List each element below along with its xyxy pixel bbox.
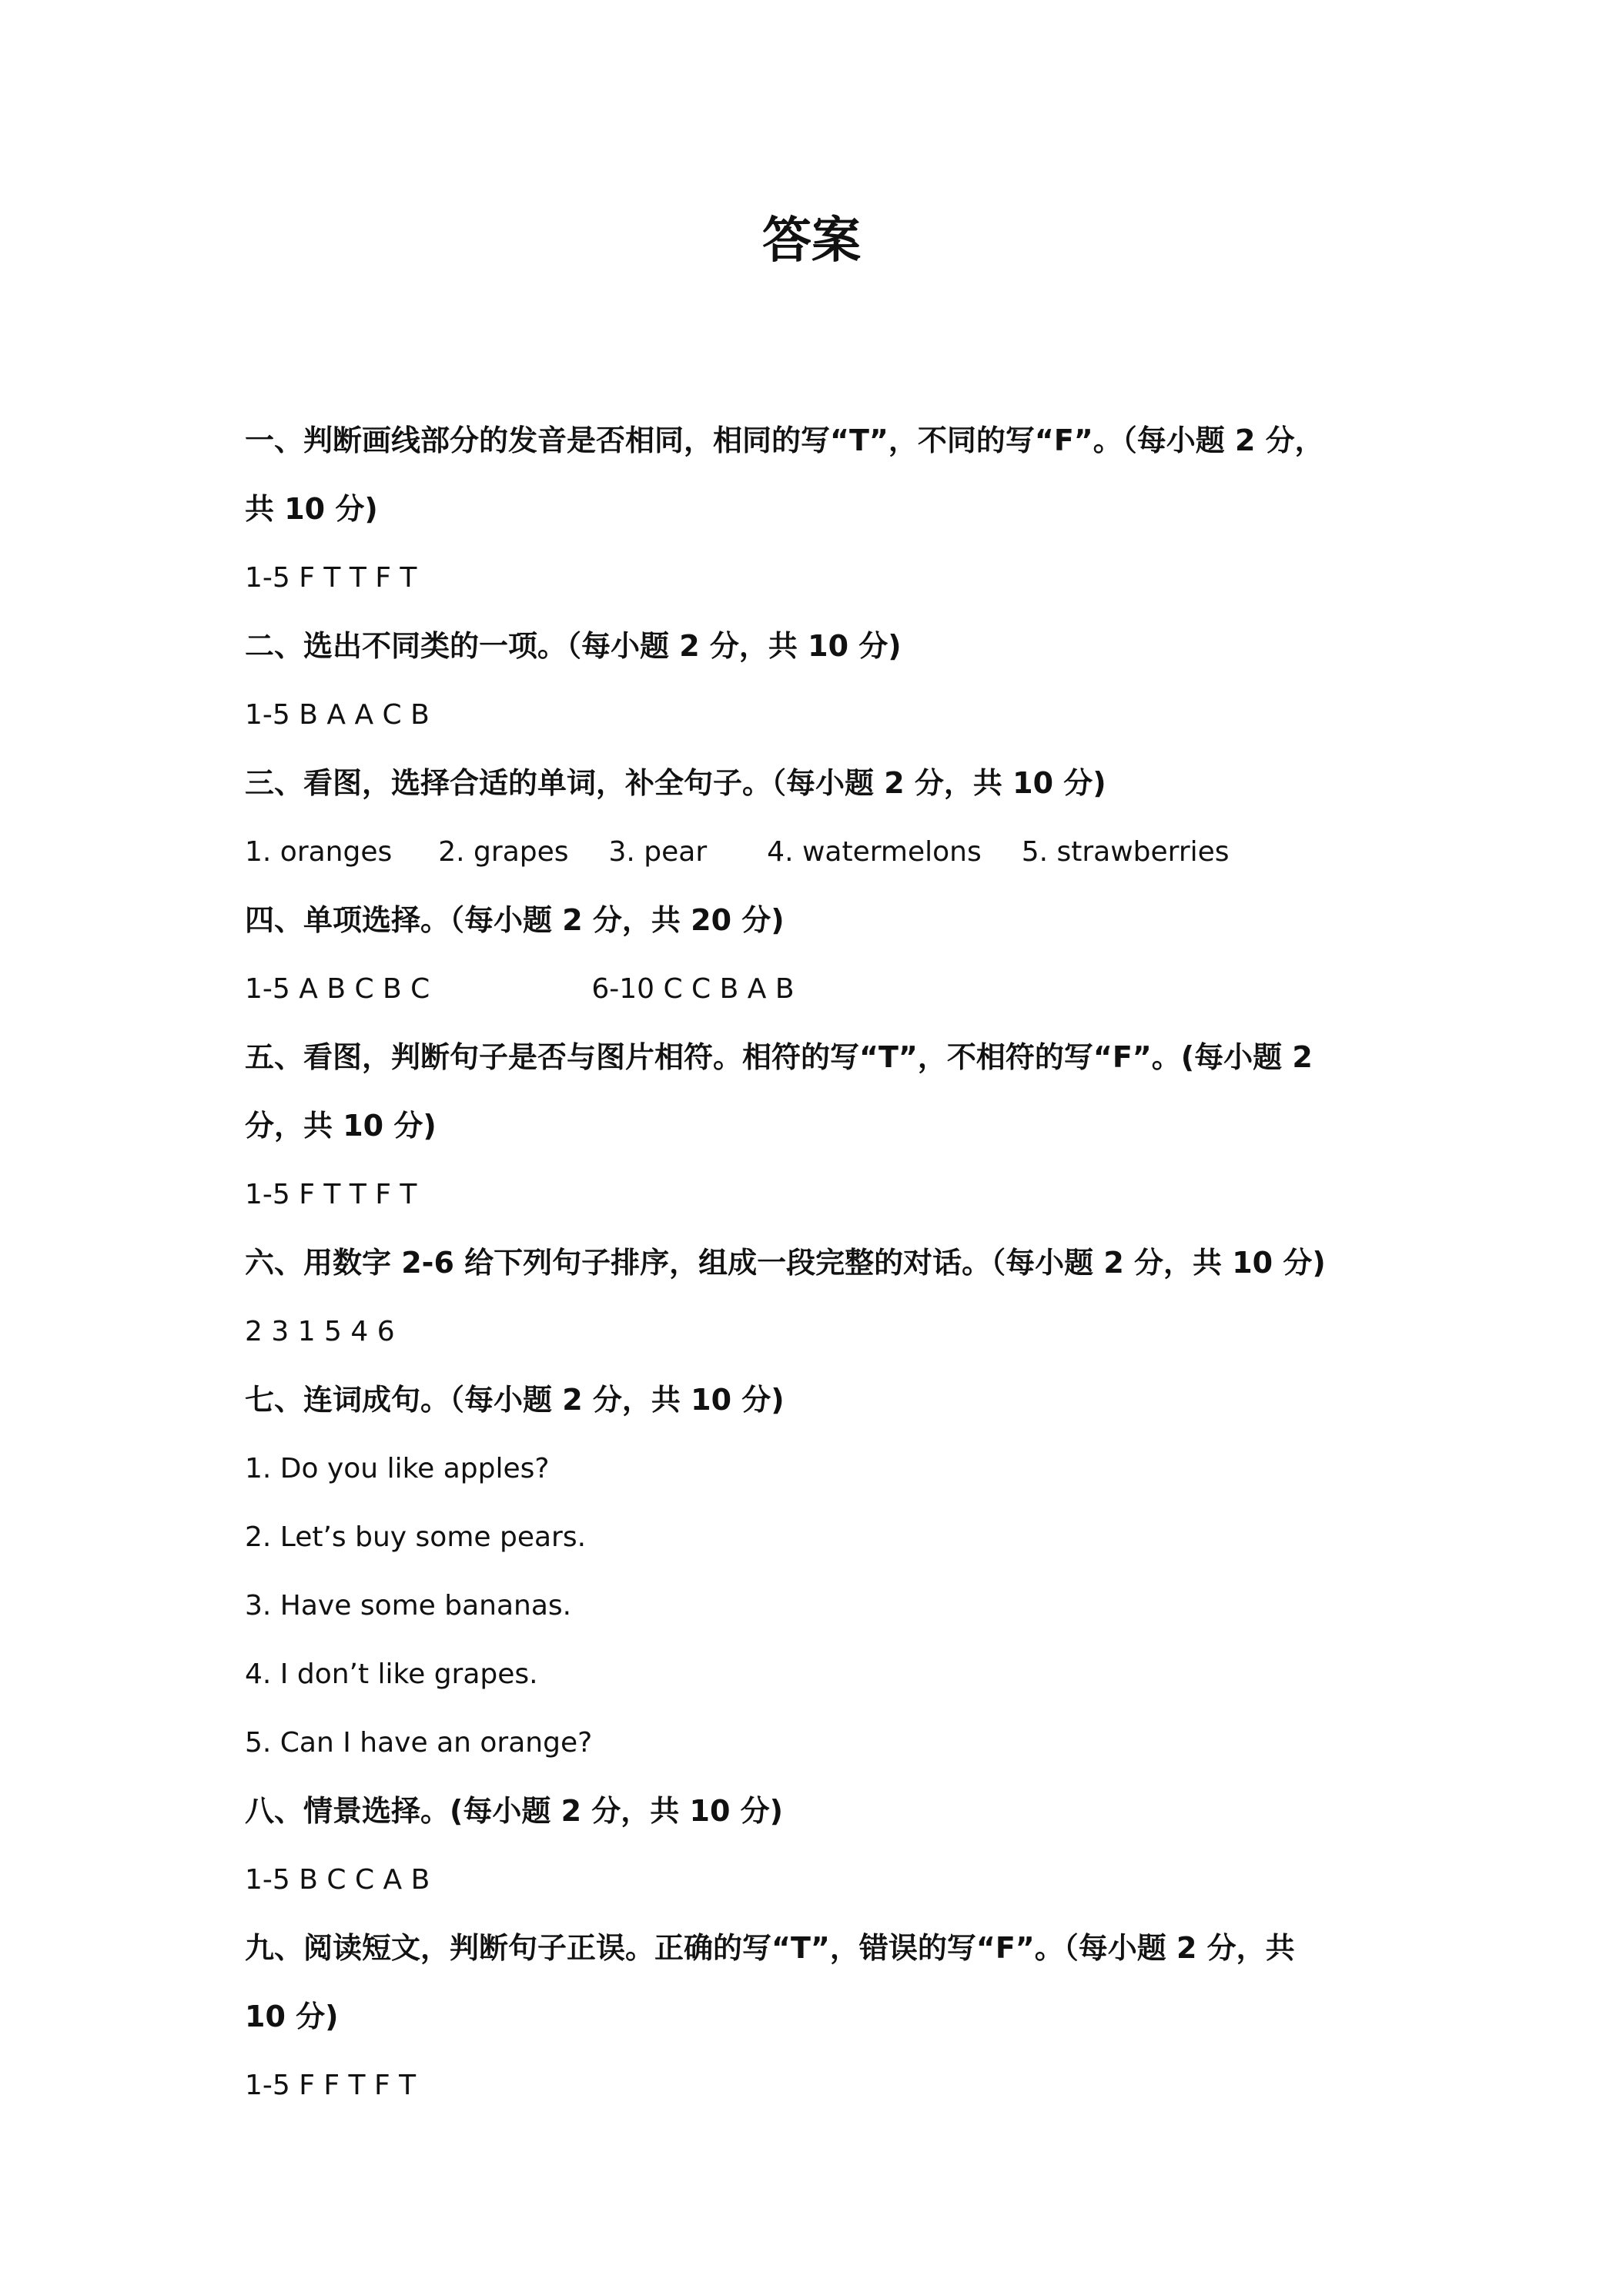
section-7-answer-5: 5. Can I have an orange?	[245, 1727, 593, 1759]
section-9-answer: 1-5 F F T F T	[245, 2070, 417, 2101]
section-8-answer: 1-5 B C C A B	[245, 1864, 430, 1896]
section-7-heading: 七、连词成句。（每小题 2 分，共 10 分)	[245, 1383, 785, 1417]
section-8-heading: 八、情景选择。(每小题 2 分，共 10 分)	[245, 1794, 783, 1828]
section-4-heading: 四、单项选择。（每小题 2 分，共 20 分)	[245, 903, 785, 937]
section-3-answers	[245, 818, 1392, 886]
section-7-answer-3: 3. Have some bananas.	[245, 1590, 572, 1622]
section-2-heading: 二、选出不同类的一项。（每小题 2 分，共 10 分)	[245, 629, 902, 663]
section-3-answer-4: 4. watermelons	[767, 836, 982, 868]
section-5-heading-line-2: 分，共 10 分)	[245, 1109, 437, 1143]
section-5-heading-line-1: 五、看图，判断句子是否与图片相符。相符的写“T”，不相符的写“F”。(每小题 2	[245, 1040, 1313, 1074]
section-7-answer-1: 1. Do you like apples?	[245, 1453, 550, 1484]
section-6-heading: 六、用数字 2-6 给下列句子排序，组成一段完整的对话。（每小题 2 分，共 10 分)	[245, 1246, 1326, 1280]
section-3-answer-3: 3. pear	[608, 836, 708, 868]
section-4-answer-a: 1-5 A B C B C	[245, 973, 430, 1005]
section-2-answer: 1-5 B A A C B	[245, 699, 430, 731]
section-3-answer-1: 1. oranges	[245, 836, 393, 868]
section-5-answer: 1-5 F T T F T	[245, 1179, 417, 1210]
section-3-heading: 三、看图，选择合适的单词，补全句子。（每小题 2 分，共 10 分)	[245, 766, 1106, 800]
section-9-heading-line-2: 10 分)	[245, 2000, 339, 2033]
section-1-heading-line-1: 一、判断画线部分的发音是否相同，相同的写“T”，不同的写“F”。（每小题 2 分，	[245, 423, 1324, 457]
section-4-answers	[245, 955, 1392, 1023]
answer-content	[245, 407, 1392, 2120]
section-7-answer-2: 2. Let’s buy some pears.	[245, 1521, 587, 1553]
section-6-answer: 2 3 1 5 4 6	[245, 1316, 395, 1347]
section-3-answer-5: 5. strawberries	[1021, 836, 1230, 868]
section-3-answer-2: 2. grapes	[438, 836, 569, 868]
section-4-answer-b: 6-10 C C B A B	[591, 973, 795, 1005]
section-9-heading-line-1: 九、阅读短文，判断句子正误。正确的写“T”，错误的写“F”。（每小题 2 分，共	[245, 1931, 1295, 1965]
page-title: 答案	[762, 213, 861, 269]
section-7-answer-4: 4. I don’t like grapes.	[245, 1658, 538, 1690]
section-1-heading-line-2: 共 10 分)	[245, 492, 378, 526]
section-1-answer: 1-5 F T T F T	[245, 562, 417, 594]
